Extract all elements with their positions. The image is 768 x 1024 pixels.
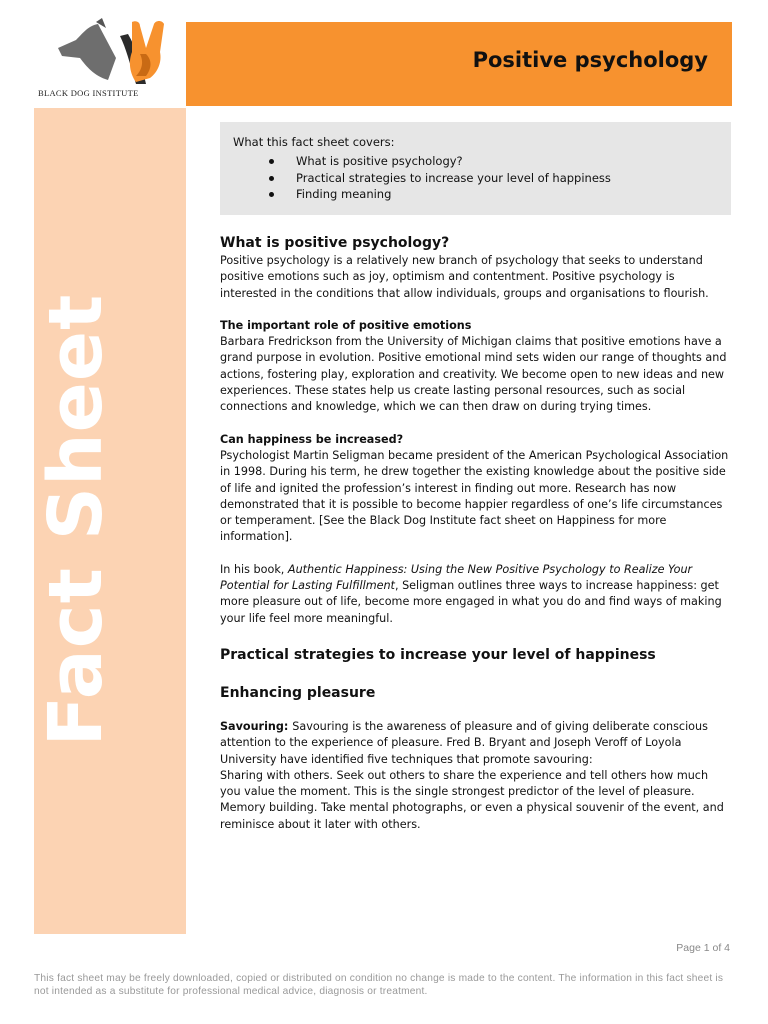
book-intro: In his book, (220, 562, 288, 576)
paragraph-sharing: Sharing with others. Seek out others to share the experience and tell others how much you value the moment. This is the single strongest predictor of the level of pleasure. (220, 768, 709, 799)
paragraph-savouring (220, 719, 730, 768)
list-item: Practical strategies to increase your level of happiness (269, 170, 611, 187)
section-heading-pleasure: Enhancing pleasure (220, 684, 376, 701)
savouring-label: Savouring: (220, 719, 293, 733)
page-title: Positive psychology (472, 48, 708, 72)
footer-disclaimer: This fact sheet may be freely downloaded, copied or distributed on condition no change is made to the content. The information in this fact sheet is not intended as a substitute for professional medical advice, diagnosis or treatment. (34, 973, 724, 997)
section-heading-what: What is positive psychology? (220, 235, 450, 251)
logo-caption: BLACK DOG INSTITUTE (38, 88, 139, 98)
paragraph-book (220, 562, 730, 627)
paragraph-what: Positive psychology is a relatively new branch of psychology that seeks to understand positive emotions such as joy, optimism and contentment. Positive psychology is interested in the conditions that allow individuals, groups and organisations to flourish. (220, 254, 709, 300)
book-rest: , Seligman outlines three ways to increase happiness: get more pleasure out of life, become more engaged in what you do and find ways of making your life feel more meaningful. (220, 579, 722, 625)
book-title: Authentic Happiness: Using the New Positive Psychology to Realize Your Potential for Lasting Fulfillment (220, 562, 693, 593)
paragraph-increase: Psychologist Martin Seligman became president of the American Psychological Association in 1998. During his term, he drew together the existing knowledge about the positive side of life and ignited the profession’s interest in finding out more. Research has now demonstrated that it is possible to become happier regardless of one’s life circumstances or temperament. [See the Black Dog Institute fact sheet on Happiness for more information]. (220, 448, 729, 544)
savouring-body: Savouring is the awareness of pleasure and of giving deliberate conscious attention to the experience of pleasure. Fred B. Bryant and Joseph Veroff of Loyola University have identified five techniques that promote savouring: (220, 719, 708, 766)
subheading-increase: Can happiness be increased? (220, 432, 404, 446)
list-item: Finding meaning (269, 186, 611, 203)
fact-sheet-vertical-label: Fact Sheet (33, 293, 119, 747)
black-dog-institute-logo (36, 18, 186, 106)
main-content (220, 233, 730, 833)
page-number: Page 1 of 4 (676, 942, 730, 954)
list-item: What is positive psychology? (269, 153, 611, 170)
section-heading-strategies: Practical strategies to increase your level of happiness (220, 646, 656, 663)
dog-hand-logo-icon (36, 18, 186, 88)
header-bar (186, 22, 732, 106)
covers-list (269, 153, 611, 203)
subheading-role: The important role of positive emotions (220, 318, 472, 332)
paragraph-memory: Memory building. Take mental photographs, or even a physical souvenir of the event, and reminisce about it later with others. (220, 801, 724, 831)
covers-box (220, 122, 731, 215)
paragraph-role: Barbara Fredrickson from the University of Michigan claims that positive emotions have a grand purpose in evolution. Positive emotional mind sets widen our range of thoughts and actions, fostering play, exploration and creativity. We become open to new ideas and new experiences. These states help us create lasting personal resources, such as social connections and knowledge, which we can then draw on during trying times. (220, 335, 727, 414)
covers-heading: What this fact sheet covers: (233, 135, 395, 149)
